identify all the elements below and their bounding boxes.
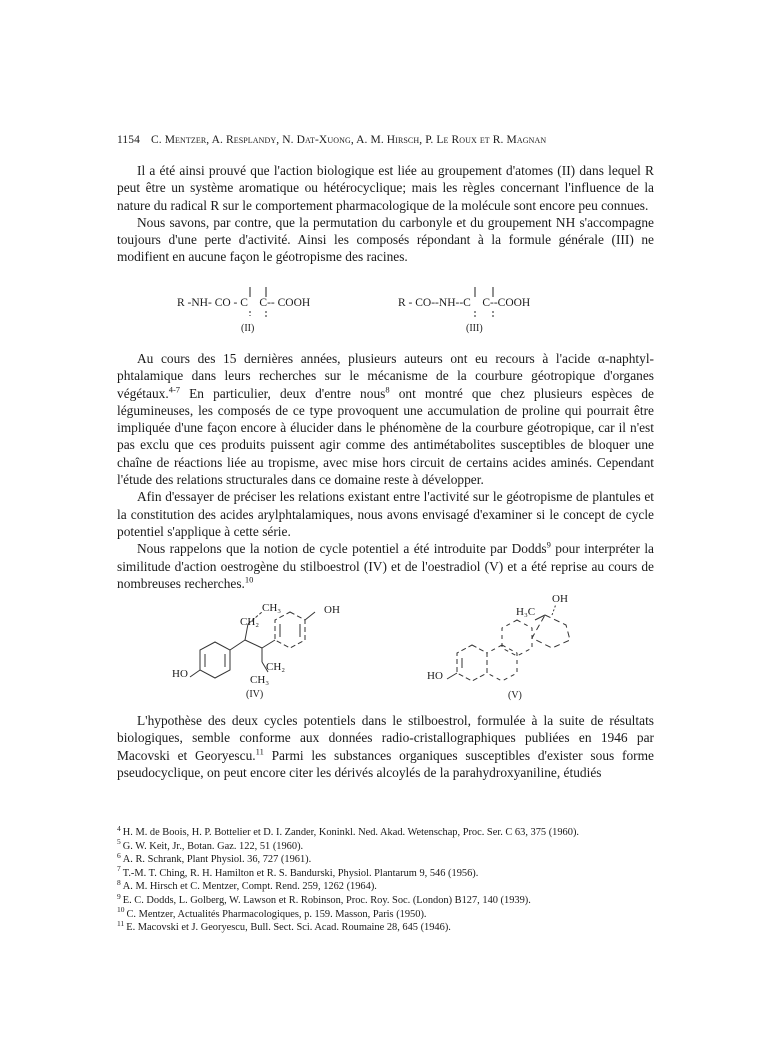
formula-iii: R - CO--NH--C C--COOH xyxy=(398,297,531,309)
v-ho: HO xyxy=(427,670,443,682)
footnotes xyxy=(117,823,657,935)
iv-ch3-bottom: CH₃ xyxy=(250,674,270,686)
footnote-8: $^8$ A. M. Hirsch et C. Mentzer, Compt. Rend. 259, 1262 (1964). xyxy=(117,877,377,893)
formula-ii-label: (II) xyxy=(241,323,255,334)
paragraph-1: Il a été ainsi prouvé que l'action biologique est liée au groupement d'atomes (II) dans lequel R peut être un système aromatique ou hétérocyclique; mais les règles concernant l'influence de la nature du radical R sur le comportement pharmacologique de la molécule sont encore peu connues. xyxy=(117,163,654,213)
footnote-11: $^{11}$ E. Macovski et J. Georyescu, Bull. Sect. Sci. Acad. Roumaine 28, 645 (1946). xyxy=(117,918,451,934)
iv-oh: OH xyxy=(324,604,340,616)
structure-iv-label: (IV) xyxy=(246,689,264,700)
iv-ho: HO xyxy=(172,668,188,680)
v-oh: OH xyxy=(552,593,568,605)
paragraph-5: Nous rappelons que la notion de cycle potentiel a été introduite par Dodds$^9$ pour interpréter la similitude d'action oestrogène du stilboestrol (IV) et de l'oestradiol (V) et a été reprise au cours de nombreuses recherches.$^{10}$ xyxy=(117,539,654,591)
footnote-6: $^6$ A. R. Schrank, Plant Physiol. 36, 727 (1961). xyxy=(117,850,312,866)
footnote-4: $^4$ H. M. de Boois, H. P. Bottelier et D. I. Zander, Koninkl. Ned. Akad. Wetenschap, Proc. Ser. C 63, 375 (1960). xyxy=(117,823,580,838)
author-list: C. Mentzer, A. Resplandy, N. Dat-Xuong, A. M. Hirsch, P. Le Roux et R. Magnan xyxy=(150,134,547,146)
structure-v-label: (V) xyxy=(508,690,522,701)
footnote-10: $^{10}$ C. Mentzer, Actualités Pharmacologiques, p. 159. Masson, Paris (1950). xyxy=(117,905,427,920)
footnote-5: $^5$ G. W. Keit, Jr., Botan. Gaz. 122, 51 (1960). xyxy=(117,837,304,852)
formula-iii-label: (III) xyxy=(466,323,483,334)
paragraph-4: Afin d'essayer de préciser les relations existant entre l'activité sur le géotropisme de plantules et la constitution des acides arylphtalamiques, nous avons envisagé d'examiner si le concept de cycle potentiel s'applique à cette série. xyxy=(117,489,654,539)
v-h3c: H₃C xyxy=(516,606,536,618)
iv-ch3-top: CH₃ xyxy=(262,602,282,614)
text-block-bottom xyxy=(117,712,654,781)
iv-ch2-top: CH₂ xyxy=(240,616,260,628)
page-number: 1154 xyxy=(117,134,140,146)
footnote-9: $^9$ E. C. Dodds, L. Golberg, W. Lawson et R. Robinson, Proc. Roy. Soc. (London) B127, 140 (1939). xyxy=(117,891,531,906)
paragraph-3: Au cours des 15 dernières années, plusieurs auteurs ont eu recours à l'acide α-naphtyl-phtalamique dans leurs recherches sur le mécanisme de la courbure géotropique d'organes végétaux.$^{4-7}$ En particulier, deux d'entre nous$^8$ ont montré que chez plusieurs espèces de légumineuses, les composés de ce type provoquent une accumulation de proline qui pourrait être impliquée d'une façon encore à élucider dans le phénomène de la courbure géotropique, car il n'est pas exclu que ces produits puissent agir comme des antimétabolites susceptibles de bloquer une chaîne de réactions liée au tropisme, avec mise hors circuit de certains acides aminés. Cependant l'étude des relations structurales dans ce domaine reste à développer. xyxy=(117,351,654,488)
formula-ii: R -NH- CO - C C-- COOH xyxy=(177,297,311,309)
paragraph-2: Nous savons, par contre, que la permutation du carbonyle et du groupement NH s'accompagne toujours d'une perte d'activité. Ainsi les composés répondant à la formule générale (III) ne modifient en aucune façon le géotropisme des racines. xyxy=(117,214,654,265)
footnote-7: $^7$ T.-M. T. Ching, R. H. Hamilton et R. S. Bandurski, Physiol. Plantarum 9, 546 (1956). xyxy=(117,864,479,879)
iv-ch2-bottom: CH₂ xyxy=(266,661,286,673)
paragraph-6: L'hypothèse des deux cycles potentiels dans le stilboestrol, formulée à la suite de résultats biologiques, semble conforme aux données radio-cristallographiques publiées en 1946 par Macovski et Georyescu.$^{11}$ Parmi les substances organiques susceptibles d'exister sous forme pseudocyclique, on peut encore citer les dérivés alcoylés de la parahydroxyaniline, étudiés xyxy=(117,713,654,780)
